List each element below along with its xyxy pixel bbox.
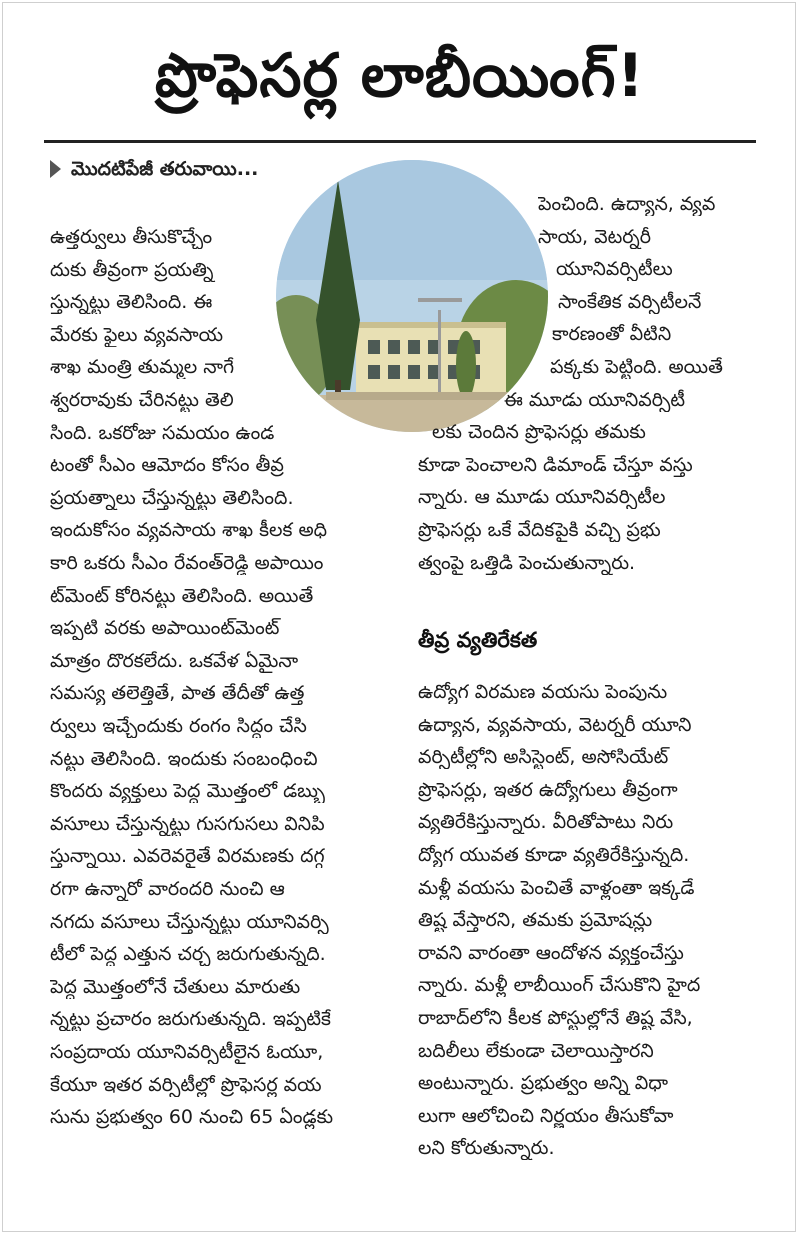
text-line: రాబాద్‌లోని కీలక పోస్టుల్లోనే తిష్ట వేసి, — [418, 1007, 693, 1029]
text-line: తిష్ట వేస్తారని, తమకు ప్రమోషన్లు — [418, 909, 653, 932]
text-line: ఈ మూడు యూనివర్సిటీ — [504, 388, 686, 411]
text-line: లుగా ఆలోచించి నిర్ణయం తీసుకోవా — [418, 1104, 674, 1127]
text-line: లని కోరుతున్నారు. — [418, 1137, 555, 1160]
text-line: ప్రయత్నాలు చేస్తున్నట్టు తెలిసింది. — [50, 486, 294, 509]
text-line: సంప్రదాయ యూనివర్సిటీలైన ఓయూ, — [50, 1041, 324, 1063]
text-line: సాయ, వెటర్నరీ — [538, 225, 652, 248]
text-line: పక్కకు పెట్టింది. అయితే — [550, 356, 723, 378]
headline-rule — [44, 140, 756, 143]
text-line: ఉత్తర్వులు తీసుకొచ్చేం — [50, 226, 213, 248]
text-line: అంటున్నారు. ప్రభుత్వం అన్ని విధా — [418, 1072, 668, 1095]
text-line: ఉద్యోగ విరమణ వయసు పెంపును — [418, 681, 668, 703]
text-line: మాత్రం దొరకలేదు. ఒకవేళ ఏమైనా — [50, 649, 299, 672]
text-line: న్నట్టు ప్రచారం జరుగుతున్నది. ఇప్పటికే — [50, 1008, 331, 1031]
text-line: ప్రొఫెసర్లు, ఇతర ఉద్యోగులు తీవ్రంగా — [418, 778, 678, 801]
text-line: సును ప్రభుత్వం 60 నుంచి 65 ఏండ్లకు — [50, 1106, 334, 1129]
text-line: ఇప్పటి వరకు అపాయింట్‌మెంట్ — [50, 617, 280, 640]
text-line: న్నారు. ఆ మూడు యూనివర్సిటీల — [418, 486, 666, 509]
text-line: ర్వులు ఇచ్చేందుకు రంగం సిద్ధం చేసి — [50, 715, 307, 737]
text-line: నట్టు తెలిసింది. ఇందుకు సంబంధించి — [50, 747, 318, 770]
text-line: కారి ఒకరు సీఎం రేవంత్‌రెడ్డి అపాయిం — [50, 552, 324, 574]
text-line: స్తున్నట్టు తెలిసింది. ఈ — [50, 291, 213, 314]
kicker-text: మొదటిపేజీ తరువాయి... — [71, 158, 259, 180]
text-line: సమస్య తలెత్తితే, పాత తేదీతో ఉత్త — [50, 682, 305, 705]
subhead: తీవ్ర వ్యతిరేకత — [418, 628, 538, 652]
headline: ప్రొఫెసర్ల లాబీయింగ్! — [155, 41, 645, 111]
text-line: న్నారు. మళ్లీ లాబీయింగ్ చేసుకొని హైద — [418, 974, 701, 997]
text-line: రగా ఉన్నారో వారందరి నుంచి ఆ — [50, 878, 285, 900]
text-line: ప్రొఫెసర్లు ఒకే వేదికపైకి వచ్చి ప్రభు — [418, 519, 661, 541]
text-line: పెద్ద మొత్తంలోనే చేతులు మారుతు — [50, 975, 301, 998]
text-line: కారణంతో వీటిని — [552, 323, 672, 346]
text-line: ఇందుకోసం వ్యవసాయ శాఖ కీలక అధి — [50, 519, 328, 542]
text-line: ఉద్యాన, వ్యవసాయ, వెటర్నరీ యూని — [418, 713, 692, 736]
text-line: సింది. ఒకరోజు సమయం ఉండ — [50, 421, 275, 444]
text-line: మళ్లీ వయసు పెంచితే వాళ్లంతా ఇక్కడే — [418, 876, 695, 899]
text-line: స్తున్నాయి. ఎవరెవరైతే విరమణకు దగ్గ — [50, 845, 325, 868]
text-line: శాఖ మంత్రి తుమ్మల నాగే — [50, 356, 235, 379]
text-line: కొందరు వ్యక్తులు పెద్ద మొత్తంలో డబ్బు — [50, 780, 326, 803]
text-line: కూడా పెంచాలని డిమాండ్ చేస్తూ వస్తు — [418, 453, 693, 476]
text-line: నగదు వసూలు చేస్తున్నట్టు యూనివర్సి — [50, 910, 329, 933]
kicker — [50, 158, 258, 185]
text-line: శ్వరరావుకు చేరినట్టు తెలి — [50, 389, 234, 411]
text-line: వసూలు చేస్తున్నట్టు గుసగుసలు వినిపి — [50, 812, 325, 835]
text-line: లకు చెందిన ప్రొఫెసర్లు తమకు — [432, 421, 646, 444]
text-line: త్వంపై ఒత్తిడి పెంచుతున్నారు. — [418, 551, 636, 574]
text-line: వ్యతిరేకిస్తున్నారు. వీరితోపాటు నిరు — [418, 811, 674, 834]
text-line: వర్సిటీల్లోని అసిస్టెంట్, అసోసియేట్ — [418, 746, 669, 769]
text-line: టంతో సీఎం ఆమోదం కోసం తీవ్ర — [50, 454, 284, 477]
arrow-icon — [50, 160, 61, 178]
text-line: ట్‌మెంట్ కోరినట్టు తెలిసింది. అయితే — [50, 584, 314, 607]
text-line: మేరకు ఫైలు వ్యవసాయ — [50, 323, 224, 346]
text-line: బదిలీలు లేకుండా చెలాయిస్తారని — [418, 1039, 654, 1062]
text-line: కేయూ ఇతర వర్సిటీల్లో ప్రొఫెసర్ల వయ — [50, 1073, 322, 1096]
text-line: రావని వారంతా ఆందోళన వ్యక్తంచేస్తు — [418, 941, 684, 964]
text-line: దుకు తీవ్రంగా ప్రయత్ని — [50, 258, 214, 281]
text-line: ద్యోగ యువత కూడా వ్యతిరేకిస్తున్నది. — [418, 844, 690, 866]
text-line: పెంచింది. ఉద్యాన, వ్యవ — [538, 193, 716, 215]
text-line: సాంకేతిక వర్సిటీలనే — [558, 290, 702, 313]
text-line: టీలో పెద్ద ఎత్తున చర్చ జరుగుతున్నది. — [50, 943, 326, 966]
text-line: యూనివర్సిటీలు — [556, 258, 673, 281]
